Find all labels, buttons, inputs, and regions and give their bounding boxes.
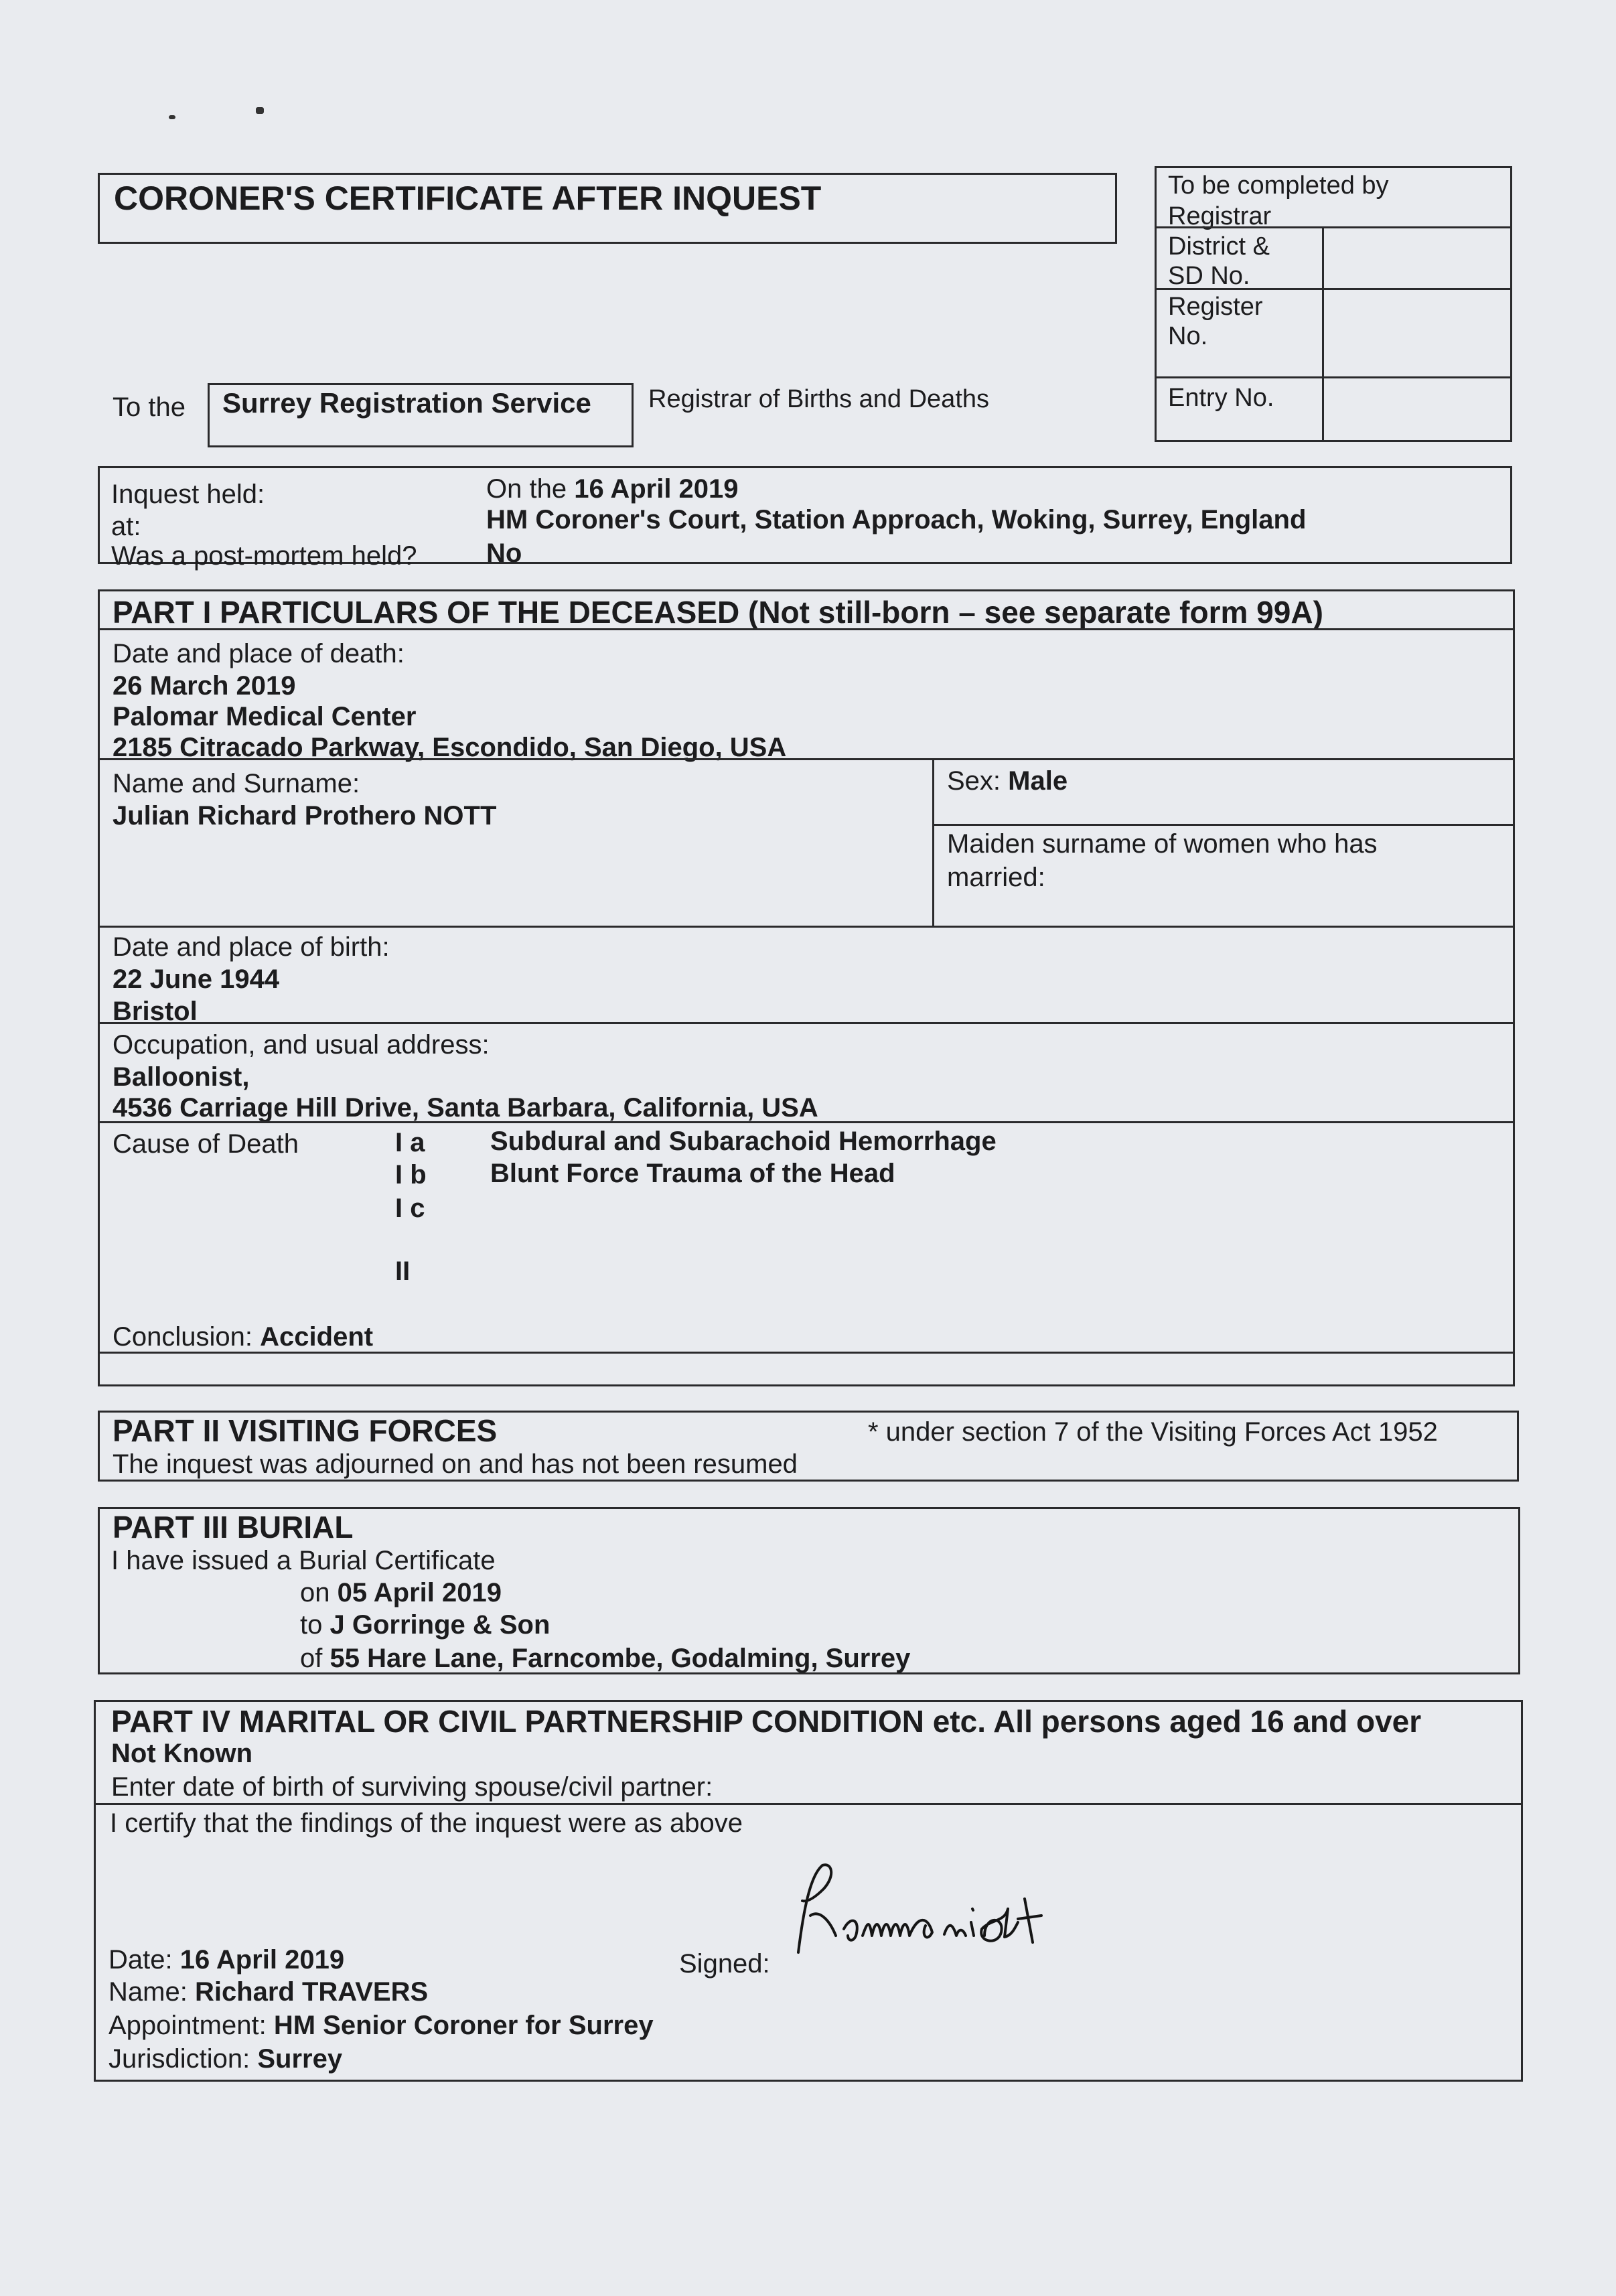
part2-text: The inquest was adjourned on and has not been resumed (113, 1449, 798, 1479)
death-place-2: 2185 Citracado Parkway, Escondido, San Diego, USA (113, 733, 787, 762)
certify-text: I certify that the findings of the inquest were as above (110, 1808, 743, 1838)
postmortem-value: No (486, 539, 522, 568)
spouse-label: Enter date of birth of surviving spouse/civil partner: (111, 1772, 713, 1802)
part3-heading: PART III BURIAL (113, 1510, 354, 1545)
paper-mark (169, 115, 175, 119)
divider (98, 1121, 1515, 1123)
divider (98, 628, 1515, 630)
maiden-label-2: married: (947, 863, 1045, 892)
appointment-value: HM Senior Coroner for Surrey (273, 2011, 654, 2040)
registrar-suffix: Registrar of Births and Deaths (648, 385, 990, 413)
conclusion-value: Accident (260, 1322, 374, 1352)
registrar-heading: To be completed by Registrar (1168, 171, 1389, 230)
cause-ib: Blunt Force Trauma of the Head (490, 1159, 895, 1188)
signoff-date-label: Date: (108, 1945, 173, 1975)
service-name: Surrey Registration Service (222, 387, 591, 419)
part4-heading: PART IV MARITAL OR CIVIL PARTNERSHIP CONDITION etc. All persons aged 16 and over (111, 1704, 1422, 1739)
register-label: Register No. (1168, 293, 1263, 350)
signature (784, 1835, 1118, 1969)
address-value: 4536 Carriage Hill Drive, Santa Barbara, California, USA (113, 1093, 818, 1123)
divider (98, 926, 1515, 928)
maiden-label-1: Maiden surname of women who has (947, 829, 1378, 859)
inquest-date-prefix: On the (486, 474, 567, 504)
appointment-label: Appointment: (108, 2011, 267, 2040)
cause-code-ii: II (395, 1257, 411, 1286)
death-label: Date and place of death: (113, 639, 405, 668)
page-title: CORONER'S CERTIFICATE AFTER INQUEST (114, 180, 822, 217)
cause-ia: Subdural and Subarachoid Hemorrhage (490, 1127, 997, 1156)
signoff-date (108, 1944, 344, 1976)
birth-date: 22 June 1944 (113, 964, 280, 994)
burial-to (300, 1609, 550, 1641)
to-label: To the (113, 392, 186, 422)
burial-to-value: J Gorringe & Son (329, 1610, 550, 1640)
inquest-at-label: at: (111, 512, 141, 541)
divider (98, 758, 1515, 760)
divider (98, 1352, 1515, 1354)
conclusion-field (113, 1321, 373, 1353)
conclusion-label: Conclusion: (113, 1322, 253, 1352)
cause-label: Cause of Death (113, 1129, 299, 1159)
signoff-jurisdiction (108, 2043, 342, 2075)
sex-label: Sex: (947, 766, 1001, 796)
death-date: 26 March 2019 (113, 671, 296, 701)
inquest-location: HM Coroner's Court, Station Approach, Woking, Surrey, England (486, 505, 1307, 534)
district-label: District & SD No. (1168, 232, 1270, 290)
burial-on-value: 05 April 2019 (337, 1578, 502, 1607)
death-place-1: Palomar Medical Center (113, 702, 417, 731)
occupation-value: Balloonist, (113, 1062, 250, 1092)
signed-label: Signed: (679, 1949, 770, 1979)
part1-heading: PART I PARTICULARS OF THE DECEASED (Not still-born – see separate form 99A) (113, 595, 1323, 630)
paper-mark (256, 107, 264, 114)
burial-intro: I have issued a Burial Certificate (111, 1546, 496, 1575)
burial-of (300, 1642, 910, 1674)
signoff-name (108, 1976, 428, 2008)
jurisdiction-value: Surrey (257, 2044, 343, 2074)
cause-code-ic: I c (395, 1194, 425, 1223)
sex-value: Male (1008, 766, 1068, 796)
burial-on-label: on (300, 1578, 330, 1607)
signoff-name-value: Richard TRAVERS (194, 1977, 429, 2007)
part2-note: * under section 7 of the Visiting Forces Act 1952 (868, 1417, 1438, 1447)
inquest-held-label: Inquest held: (111, 480, 265, 509)
jurisdiction-label: Jurisdiction: (108, 2044, 250, 2074)
signoff-date-value: 16 April 2019 (179, 1945, 345, 1975)
cause-code-ia: I a (395, 1128, 425, 1157)
entry-label: Entry No. (1168, 384, 1274, 412)
divider (98, 1022, 1515, 1024)
divider (1155, 226, 1512, 228)
burial-to-label: to (300, 1610, 323, 1640)
signoff-appointment (108, 2009, 654, 2041)
divider (1155, 376, 1512, 378)
divider (932, 758, 934, 927)
deceased-name: Julian Richard Prothero NOTT (113, 801, 497, 831)
birth-place: Bristol (113, 997, 198, 1026)
divider (94, 1803, 1523, 1805)
name-label: Name and Surname: (113, 769, 360, 798)
cause-code-ib: I b (395, 1160, 427, 1190)
burial-on (300, 1577, 502, 1609)
postmortem-label: Was a post-mortem held? (111, 541, 417, 571)
sex-field (947, 765, 1068, 797)
burial-of-label: of (300, 1644, 323, 1673)
marital-status: Not Known (111, 1739, 253, 1768)
inquest-date-value: 16 April 2019 (574, 474, 739, 504)
divider (1322, 226, 1324, 442)
occupation-label: Occupation, and usual address: (113, 1030, 490, 1060)
burial-of-value: 55 Hare Lane, Farncombe, Godalming, Surrey (329, 1644, 911, 1673)
divider (932, 824, 1515, 826)
signoff-name-label: Name: (108, 1977, 188, 2007)
inquest-date (486, 473, 739, 505)
divider (1155, 288, 1512, 290)
birth-label: Date and place of birth: (113, 932, 390, 962)
part2-heading: PART II VISITING FORCES (113, 1413, 498, 1448)
